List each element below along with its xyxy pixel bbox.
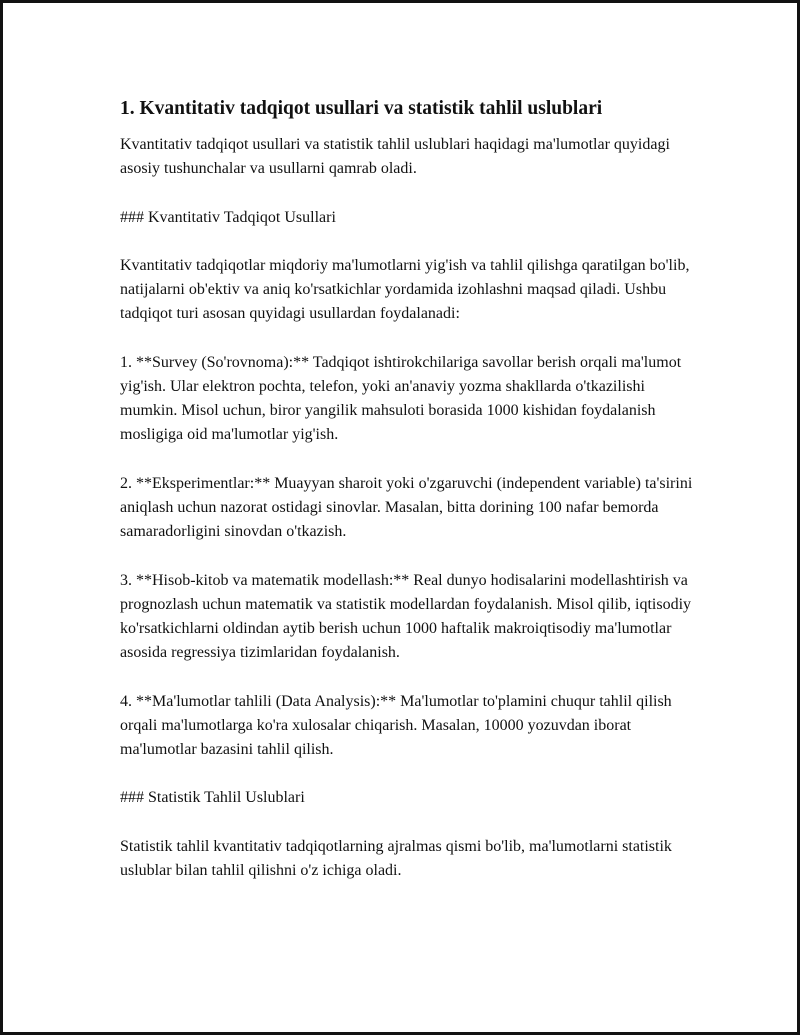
section-heading-statistical-analysis: ### Statistik Tahlil Uslublari: [120, 789, 305, 807]
list-item-experiments: 2. **Eksperimentlar:** Muayyan sharoit yoki o'zgaruvchi (independent variable) ta'sirini aniqlash uchun nazorat ostidagi sinovlar. Masalan, bitta dorining 100 nafar bemorda samaradorligini sinovdan o'tkazish.: [120, 474, 693, 541]
list-item-data-analysis: 4. **Ma'lumotlar tahlili (Data Analysis):** Ma'lumotlar to'plamini chuqur tahlil qilish orqali ma'lumotlarga ko'ra xulosalar chiqarish. Masalan, 10000 yozuvdan iborat ma'lumotlar bazasini tahlil qilish.: [120, 692, 672, 758]
list-item-modeling: 3. **Hisob-kitob va matematik modellash:** Real dunyo hodisalarini modellashtirish va prognozlash uchun matematik va statistik modellardan foydalanish. Misol qilib, iqtisodiy ko'rsatkichlarni oldindan aytib berish uchun 1000 haftalik makroiqtisodiy ma'lumotlar asosida regressiya tizimlaridan foydalanish.: [120, 571, 692, 662]
list-item-survey: 1. **Survey (So'rovnoma):** Tadqiqot ishtirokchilariga savollar berish orqali ma'lumot yig'ish. Ular elektron pochta, telefon, yoki an'anaviy yozma shakllarda o'tkazilishi mumkin. Misol uchun, biror yangilik mahsuloti borasida 1000 kishidan foydalanish mosligiga oid ma'lumotlar yig'ish.: [120, 353, 682, 444]
intro-paragraph: Kvantitativ tadqiqot usullari va statistik tahlil uslublari haqidagi ma'lumotlar quyidagi asosiy tushunchalar va usullarni qamrab oladi.: [120, 136, 670, 178]
document-title: 1. Kvantitativ tadqiqot usullari va statistik tahlil uslublari: [120, 98, 603, 119]
section-heading-quantitative-methods: ### Kvantitativ Tadqiqot Usullari: [120, 208, 336, 226]
section1-intro-paragraph: Kvantitativ tadqiqotlar miqdoriy ma'lumotlarni yig'ish va tahlil qilishga qaratilgan bo'lib, natijalarni ob'ektiv va aniq ko'rsatkichlar yordamida izohlashni maqsad qiladi. Ushbu tadqiqot turi asosan quyidagi usullardan foydalanadi:: [120, 256, 690, 323]
section2-intro-paragraph: Statistik tahlil kvantitativ tadqiqotlarning ajralmas qismi bo'lib, ma'lumotlarni statistik uslublar bilan tahlil qilishni o'z ichiga oladi.: [120, 837, 672, 879]
document-content: [120, 96, 700, 907]
